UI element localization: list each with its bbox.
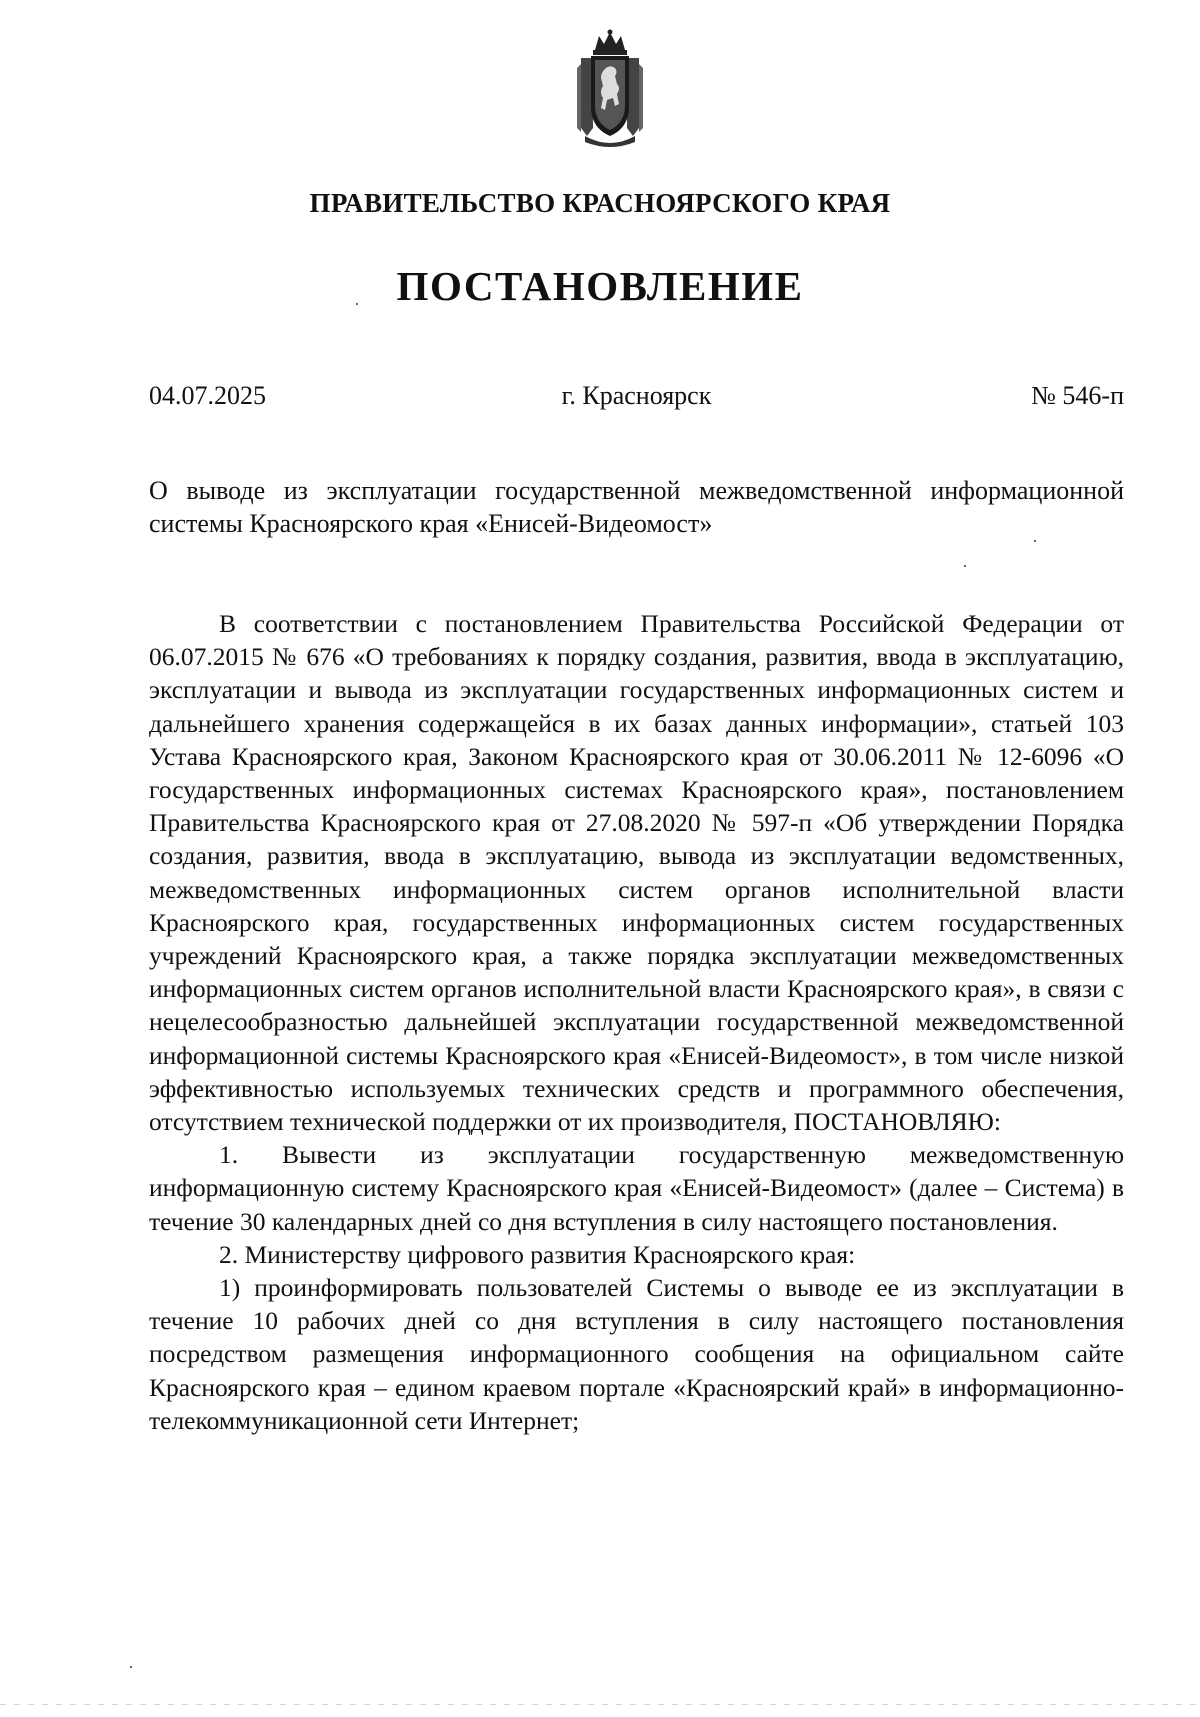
preamble-paragraph: В соответствии с постановлением Правительства Российской Федерации от 06.07.2015 № 676 «О требованиях к порядку создания, развития, ввода в эксплуатацию, эксплуатации и вывода из эксплуатации государственных информационных систем и дальнейшего хранения содержащейся в их базах данных информации», статьей 103 Устава Красноярского края, Законом Красноярского края от 30.06.2011 № 12-6096 «О государственных информационных системах Красноярского края», постановлением Правительства Красноярского края от 27.08.2020 № 597-п «Об утверждении Порядка создания, развития, ввода в эксплуатацию, вывода из эксплуатации ведомственных, межведомственных информационных систем органов исполнительной власти Красноярского края, государственных информационных систем государственных учреждений Красноярского края, а также порядка эксплуатации межведомственных информационных систем органов исполнительной власти Красноярского края», в связи с нецелесообразностью дальнейшей эксплуатации государственной межведомственной информационной системы Красноярского края «Енисей-Видеомост», в том числе низкой эффективностью используемых технических средств и программного обеспечения, отсутствием технической поддержки от их производителя, ПОСТАНОВЛЯЮ: [149,609,1124,1137]
document-subject: О выводе из эксплуатации государственной межведомственной информационной системы Красноярского края «Енисей-Видеомост» [149,476,1124,538]
government-title: ПРАВИТЕЛЬСТВО КРАСНОЯРСКОГО КРАЯ [309,188,891,218]
document-number: № 546-п [1031,381,1124,410]
coat-of-arms-icon [571,28,649,150]
document-city: г. Красноярск [561,381,712,410]
scan-edge-line [0,1704,1200,1705]
scan-speck [964,565,966,567]
clause-2: 2. Министерству цифрового развития Красноярского края: [219,1239,856,1269]
document-meta-row [149,381,1124,417]
scan-speck [356,303,358,305]
document-date: 04.07.2025 [149,381,266,410]
scan-speck [130,1666,132,1668]
document-kind-heading: ПОСТАНОВЛЕНИЕ [396,263,804,309]
scan-speck [1034,540,1036,542]
clause-2-1: 1) проинформировать пользователей Системы о выводе ее из эксплуатации в течение 10 рабочих дней со дня вступления в силу настоящего постановления посредством размещения информационного сообщения на официальном сайте Красноярского края – едином краевом портале «Красноярский край» в информационно-телекоммуникационной сети Интернет; [149,1273,1124,1435]
document-body [149,607,1124,1437]
clause-1: 1. Вывести из эксплуатации государственную межведомственную информационную систему Красноярского края «Енисей-Видеомост» (далее – Система) в течение 30 календарных дней со дня вступления в силу настоящего постановления. [149,1140,1124,1236]
